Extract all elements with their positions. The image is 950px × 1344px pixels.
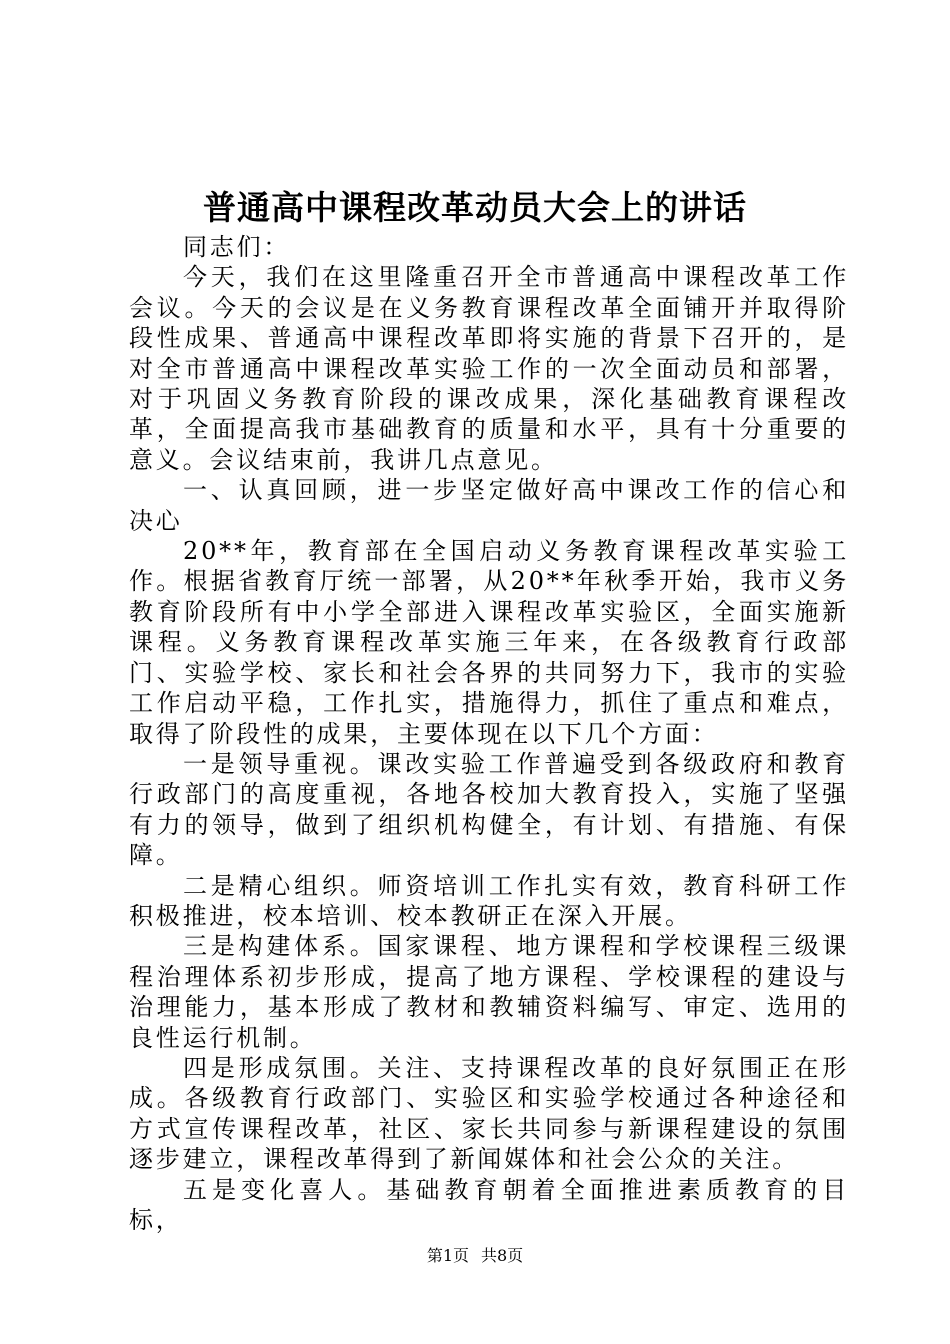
document-body: [129, 232, 849, 1235]
paragraph-point-5: 五是变化喜人。基础教育朝着全面推进素质教育的目标，: [129, 1175, 849, 1234]
document-title: 普通高中课程改革动员大会上的讲话: [203, 188, 747, 227]
paragraph-review: 20**年，教育部在全国启动义务教育课程改革实验工作。根据省教育厅统一部署，从20**年秋季开始，我市义务教育阶段所有中小学全部进入课程改革实验区，全面实施新课程。义务教育课程改革实施三年来，在各级教育行政部门、实验学校、家长和社会各界的共同努力下，我市的实验工作启动平稳，工作扎实，措施得力，抓住了重点和难点，取得了阶段性的成果，主要体现在以下几个方面：: [129, 537, 849, 748]
section-heading-1: 一、认真回顾，进一步坚定做好高中课改工作的信心和决心: [129, 476, 849, 535]
page-footer: [0, 1244, 950, 1268]
page-number-current: 第1页: [426, 1246, 469, 1265]
paragraph-point-3: 三是构建体系。国家课程、地方课程和学校课程三级课程治理体系初步形成，提高了地方课程、学校课程的建设与治理能力，基本形成了教材和教辅资料编写、审定、选用的良性运行机制。: [129, 932, 849, 1052]
paragraph-point-4: 四是形成氛围。关注、支持课程改革的良好氛围正在形成。各级教育行政部门、实验区和实验学校通过各种途径和方式宣传课程改革，社区、家长共同参与新课程建设的氛围逐步建立，课程改革得到了新闻媒体和社会公众的关注。: [129, 1053, 849, 1174]
paragraph-intro: 今天，我们在这里隆重召开全市普通高中课程改革工作会议。今天的会议是在义务教育课程改革全面铺开并取得阶段性成果、普通高中课程改革即将实施的背景下召开的，是对全市普通高中课程改革实验工作的一次全面动员和部署，对于巩固义务教育阶段的课改成果，深化基础教育课程改革，全面提高我市基础教育的质量和水平，具有十分重要的意义。会议结束前，我讲几点意见。: [129, 263, 849, 474]
paragraph-point-1: 一是领导重视。课改实验工作普遍受到各级政府和教育行政部门的高度重视，各地各校加大教育投入，实施了坚强有力的领导，做到了组织机构健全，有计划、有措施、有保障。: [129, 749, 849, 870]
paragraph-point-2: 二是精心组织。师资培训工作扎实有效，教育科研工作积极推进，校本培训、校本教研正在深入开展。: [129, 871, 849, 930]
page-number-total: 共8页: [481, 1246, 524, 1265]
paragraph-salutation: 同志们：: [183, 233, 291, 261]
